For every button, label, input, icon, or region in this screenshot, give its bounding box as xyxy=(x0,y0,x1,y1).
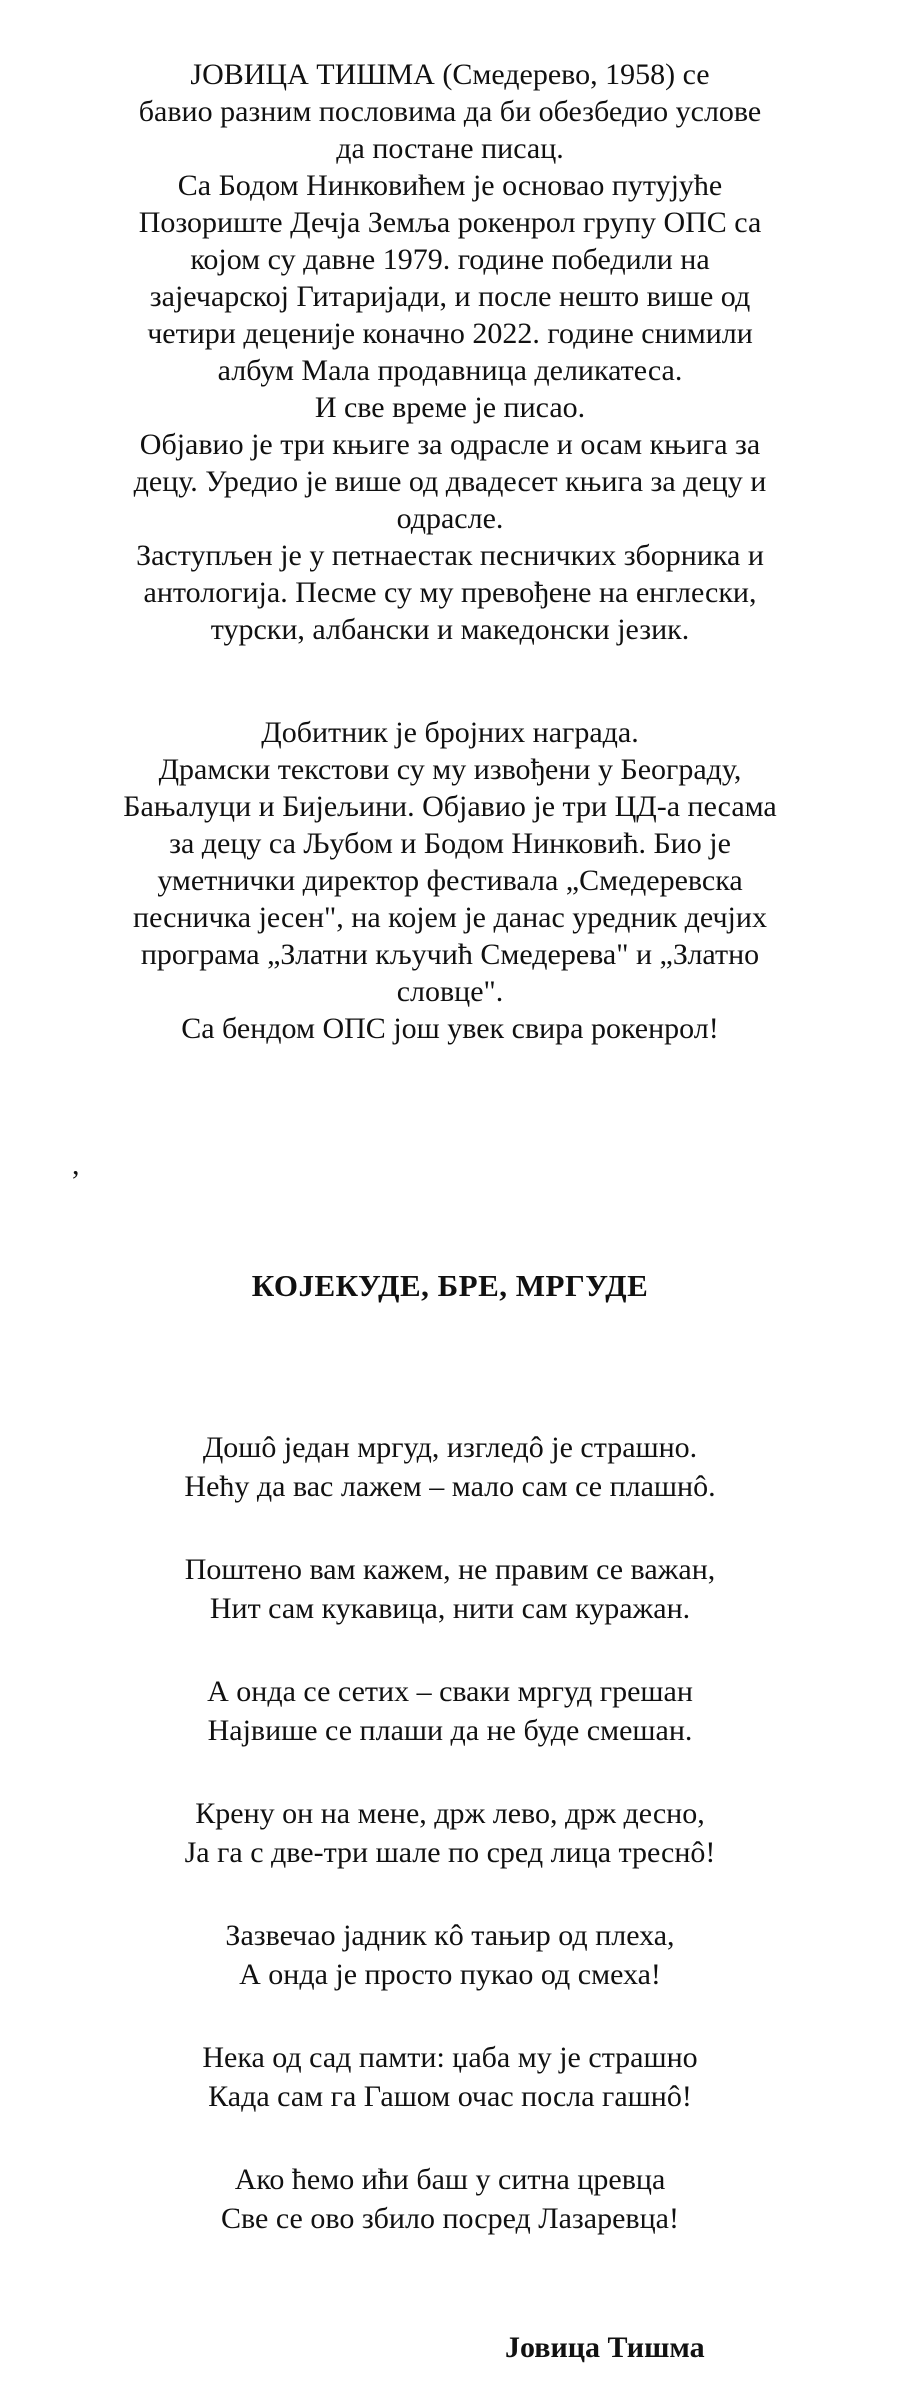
poem-stanza xyxy=(40,2038,860,2116)
bio-line: зајечарској Гитаријади, и после нешто више од xyxy=(149,280,751,313)
poem-line: Ја га с две-три шале по сред лица треснô! xyxy=(184,1836,716,1869)
poem-line: Крену он на мене, држ лево, држ десно, xyxy=(195,1797,705,1830)
bio-line: Бањалуци и Бијељини. Објавио је три ЦД-а песама xyxy=(123,790,777,823)
bio-line: Драмски текстови су му извођени у Београду, xyxy=(158,753,742,786)
bio-line: Са бендом ОПС још увек свира рокенрол! xyxy=(181,1012,719,1045)
stray-mark: , xyxy=(72,1148,80,1181)
bio-line: турски, албански и македонски језик. xyxy=(210,613,690,646)
author-signature: Јовица Тишма xyxy=(505,2331,705,2364)
poem-body xyxy=(40,1428,860,2282)
bio-line: којом су давне 1979. године победили на xyxy=(190,243,710,276)
bio-line: словце". xyxy=(396,975,504,1008)
bio-line: Заступљен је у петнаестак песничких зборника и xyxy=(136,539,764,572)
poem-line: А онда је просто пукао од смеха! xyxy=(239,1958,661,1991)
poem-stanza xyxy=(40,1916,860,1994)
poem-line: Када сам га Гашом очас посла гашнô! xyxy=(208,2080,692,2113)
bio-line: одрасле. xyxy=(396,502,504,535)
poem-line: Ако ћемо ићи баш у ситна цревца xyxy=(234,2163,666,2196)
poem-stanza xyxy=(40,1550,860,1628)
poem-line: Поштено вам кажем, не правим се важан, xyxy=(184,1553,716,1586)
bio-line: И све време је писао. xyxy=(314,391,586,424)
poem-title: КОЈЕКУДЕ, БРЕ, МРГУДЕ xyxy=(251,1268,649,1303)
poem-line: Дошô један мргуд, изгледô је страшно. xyxy=(202,1431,698,1464)
bio-line: бавио разним пословима да би обезбедио услове xyxy=(138,95,762,128)
bio-line: уметнички директор фестивала „Смедеревска xyxy=(157,864,743,897)
poem-line: Све се ово збило посред Лазаревца! xyxy=(221,2202,679,2235)
bio-line: децу. Уредио је више од двадесет књига за децу и xyxy=(133,465,767,498)
poem-line: Зазвечао јадник кô тањир од плеха, xyxy=(225,1919,675,1952)
poem-line: Нећу да вас лажем – мало сам се плашнô. xyxy=(184,1470,716,1503)
bio-line: песничка јесен", на којем је данас уредник дечјих xyxy=(133,901,767,934)
poem-stanza xyxy=(40,2160,860,2238)
author-bio-paragraph-1 xyxy=(40,56,860,648)
poem-line: Нека од сад памти: џаба му је страшно xyxy=(202,2041,698,2074)
bio-line: Објавио је три књиге за одрасле и осам књига за xyxy=(139,428,761,461)
poem-stanza xyxy=(40,1794,860,1872)
bio-line: програма „Златни кључић Смедерева" и „Златно xyxy=(140,938,760,971)
bio-line: антологија. Песме су му превођене на енглески, xyxy=(143,576,757,609)
bio-line: за децу са Љубом и Бодом Нинковић. Био је xyxy=(169,827,731,860)
poem-line: Нит сам кукавица, нити сам куражан. xyxy=(209,1592,691,1625)
bio-line: четири деценије коначно 2022. године снимили xyxy=(147,317,753,350)
bio-line: ЈОВИЦА ТИШМА (Смедерево, 1958) се xyxy=(190,58,710,91)
bio-line: албум Мала продавница деликатеса. xyxy=(217,354,683,387)
poem-stanza xyxy=(40,1672,860,1750)
poem-stanza xyxy=(40,1428,860,1506)
poem-line: Највише се плаши да не буде смешан. xyxy=(207,1714,693,1747)
author-bio-paragraph-2 xyxy=(40,714,860,1047)
poem-line: А онда се сетих – сваки мргуд грешан xyxy=(207,1675,693,1708)
bio-line: Са Бодом Нинковићем је основао путујуће xyxy=(177,169,723,202)
bio-line: Добитник је бројних награда. xyxy=(261,716,639,749)
bio-line: да постане писац. xyxy=(336,132,564,165)
bio-line: Позориште Дечја Земља рокенрол групу ОПС са xyxy=(138,206,762,239)
